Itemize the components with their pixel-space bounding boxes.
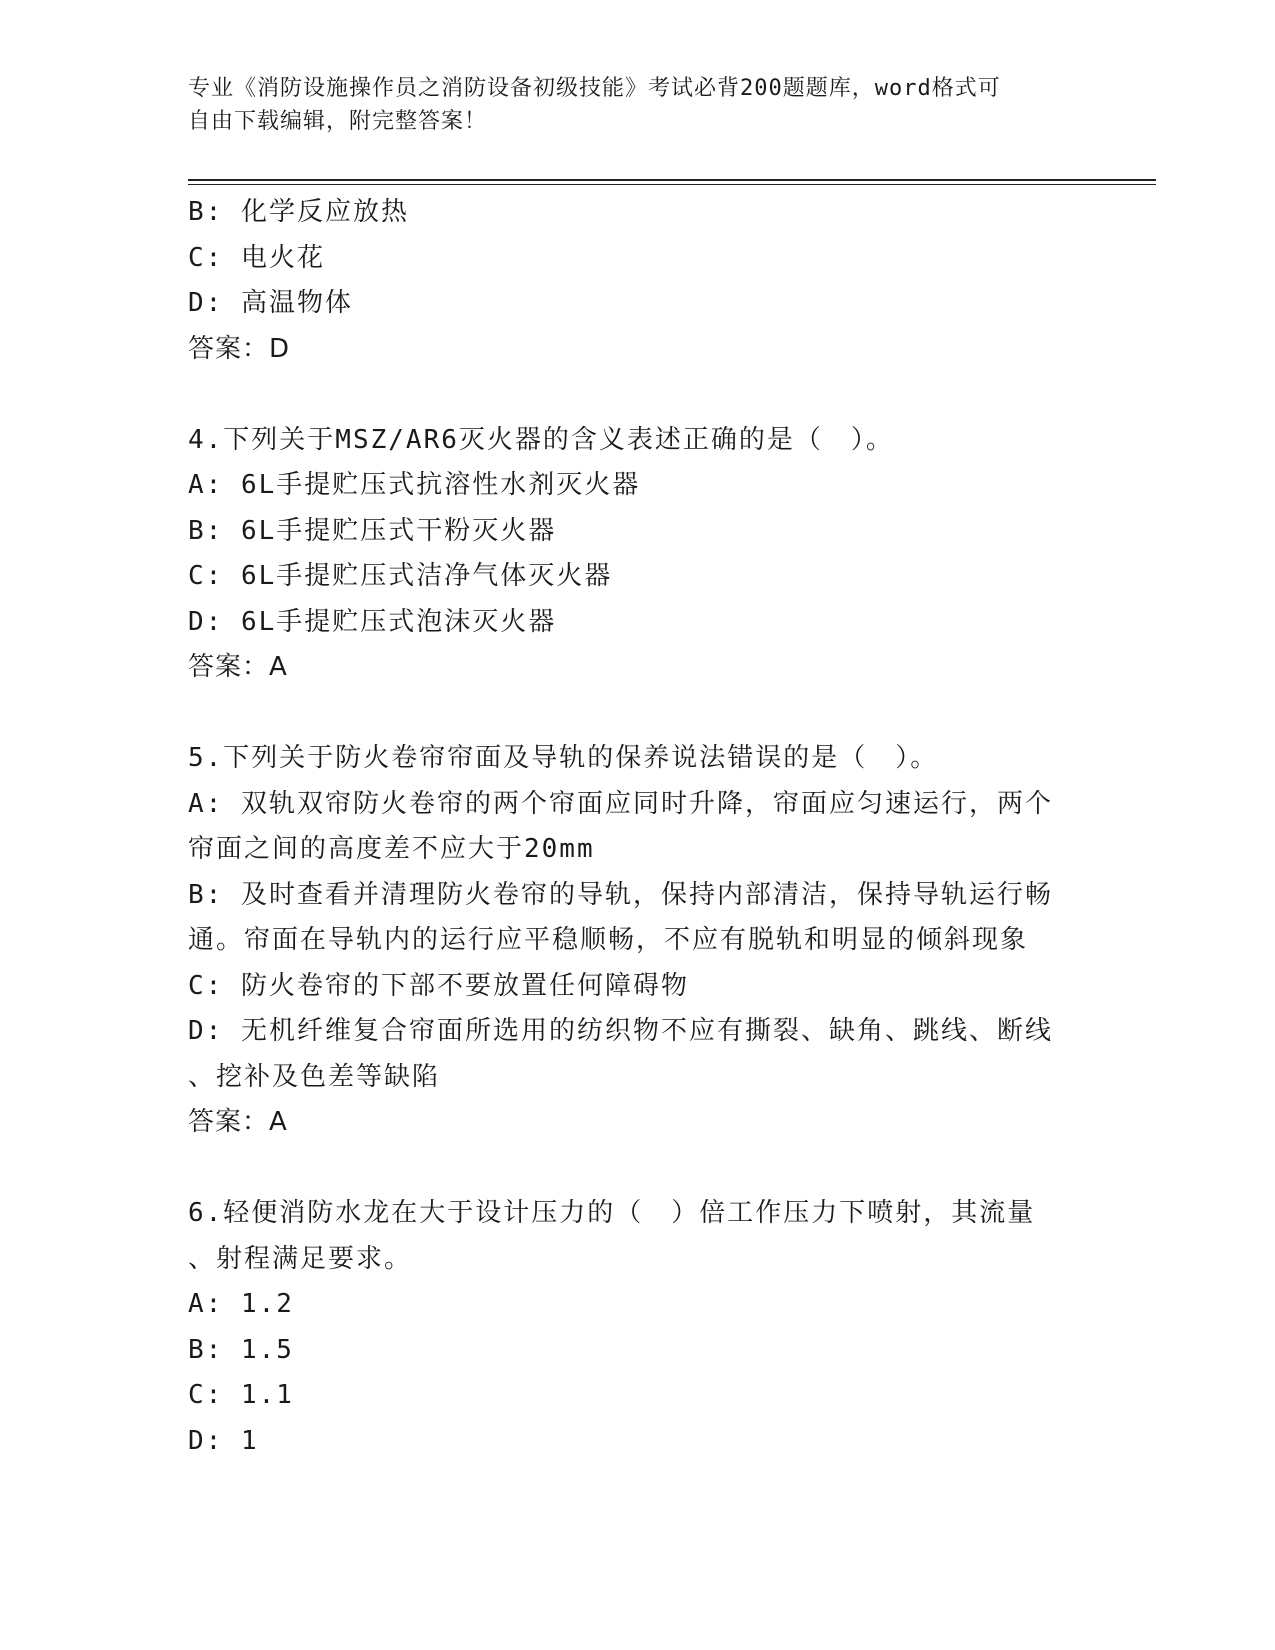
header-divider-thin (188, 184, 1156, 185)
answer: 答案：D (188, 333, 291, 364)
option-d-line-2: 、挖补及色差等缺陷 (188, 1061, 441, 1092)
question-3-block (188, 190, 1088, 372)
question-5-block (188, 736, 1088, 1146)
option-d-line-1: D: 无机纤维复合帘面所选用的纺织物不应有撕裂、缺角、跳线、断线 (188, 1016, 1053, 1046)
question-text: 4.下列关于MSZ/AR6灭火器的含义表述正确的是（ ）。 (188, 424, 894, 455)
header-line-2: 自由下载编辑，附完整答案！ (188, 109, 488, 134)
option-b: B: 化学反应放热 (188, 197, 409, 227)
option-b-line-2: 通。帘面在导轨内的运行应平稳顺畅，不应有脱轨和明显的倾斜现象 (188, 925, 1029, 955)
question-text: 5.下列关于防火卷帘帘面及导轨的保养说法错误的是（ ）。 (188, 743, 939, 773)
option-c: C: 防火卷帘的下部不要放置任何障碍物 (188, 970, 689, 1001)
option-d: D: 6L手提贮压式泡沫灭火器 (188, 606, 557, 637)
question-text-line-2: 、射程满足要求。 (188, 1243, 413, 1274)
option-c: C: 6L手提贮压式洁净气体灭火器 (188, 561, 613, 591)
option-d: D: 1 (188, 1425, 259, 1456)
question-text-line-1: 6.轻便消防水龙在大于设计压力的（ ）倍工作压力下喷射，其流量 (188, 1198, 1036, 1228)
header-divider-thick (188, 179, 1156, 181)
option-c: C: 电火花 (188, 242, 325, 273)
option-b-line-1: B: 及时查看并清理防火卷帘的导轨，保持内部清洁，保持导轨运行畅 (188, 879, 1053, 910)
option-b: B: 1.5 (188, 1334, 294, 1365)
question-4-block (188, 418, 1088, 691)
option-a-line-1: A: 双轨双帘防火卷帘的两个帘面应同时升降，帘面应匀速运行，两个 (188, 788, 1053, 819)
option-a: A: 1.2 (188, 1289, 294, 1319)
option-a-line-2: 帘面之间的高度差不应大于20mm (188, 834, 595, 864)
answer: 答案：A (188, 1107, 288, 1137)
spacer (188, 1146, 1088, 1192)
document-header (188, 72, 1068, 138)
spacer (188, 691, 1088, 737)
header-line-1: 专业《消防设施操作员之消防设备初级技能》考试必背200题题库，word格式可 (188, 76, 1001, 101)
answer: 答案：A (188, 652, 288, 682)
document-body (188, 190, 1088, 1464)
option-c: C: 1.1 (188, 1380, 294, 1410)
option-d: D: 高温物体 (188, 288, 353, 318)
spacer (188, 372, 1088, 418)
question-6-block (188, 1191, 1088, 1464)
option-a: A: 6L手提贮压式抗溶性水剂灭火器 (188, 470, 641, 500)
option-b: B: 6L手提贮压式干粉灭火器 (188, 515, 557, 546)
